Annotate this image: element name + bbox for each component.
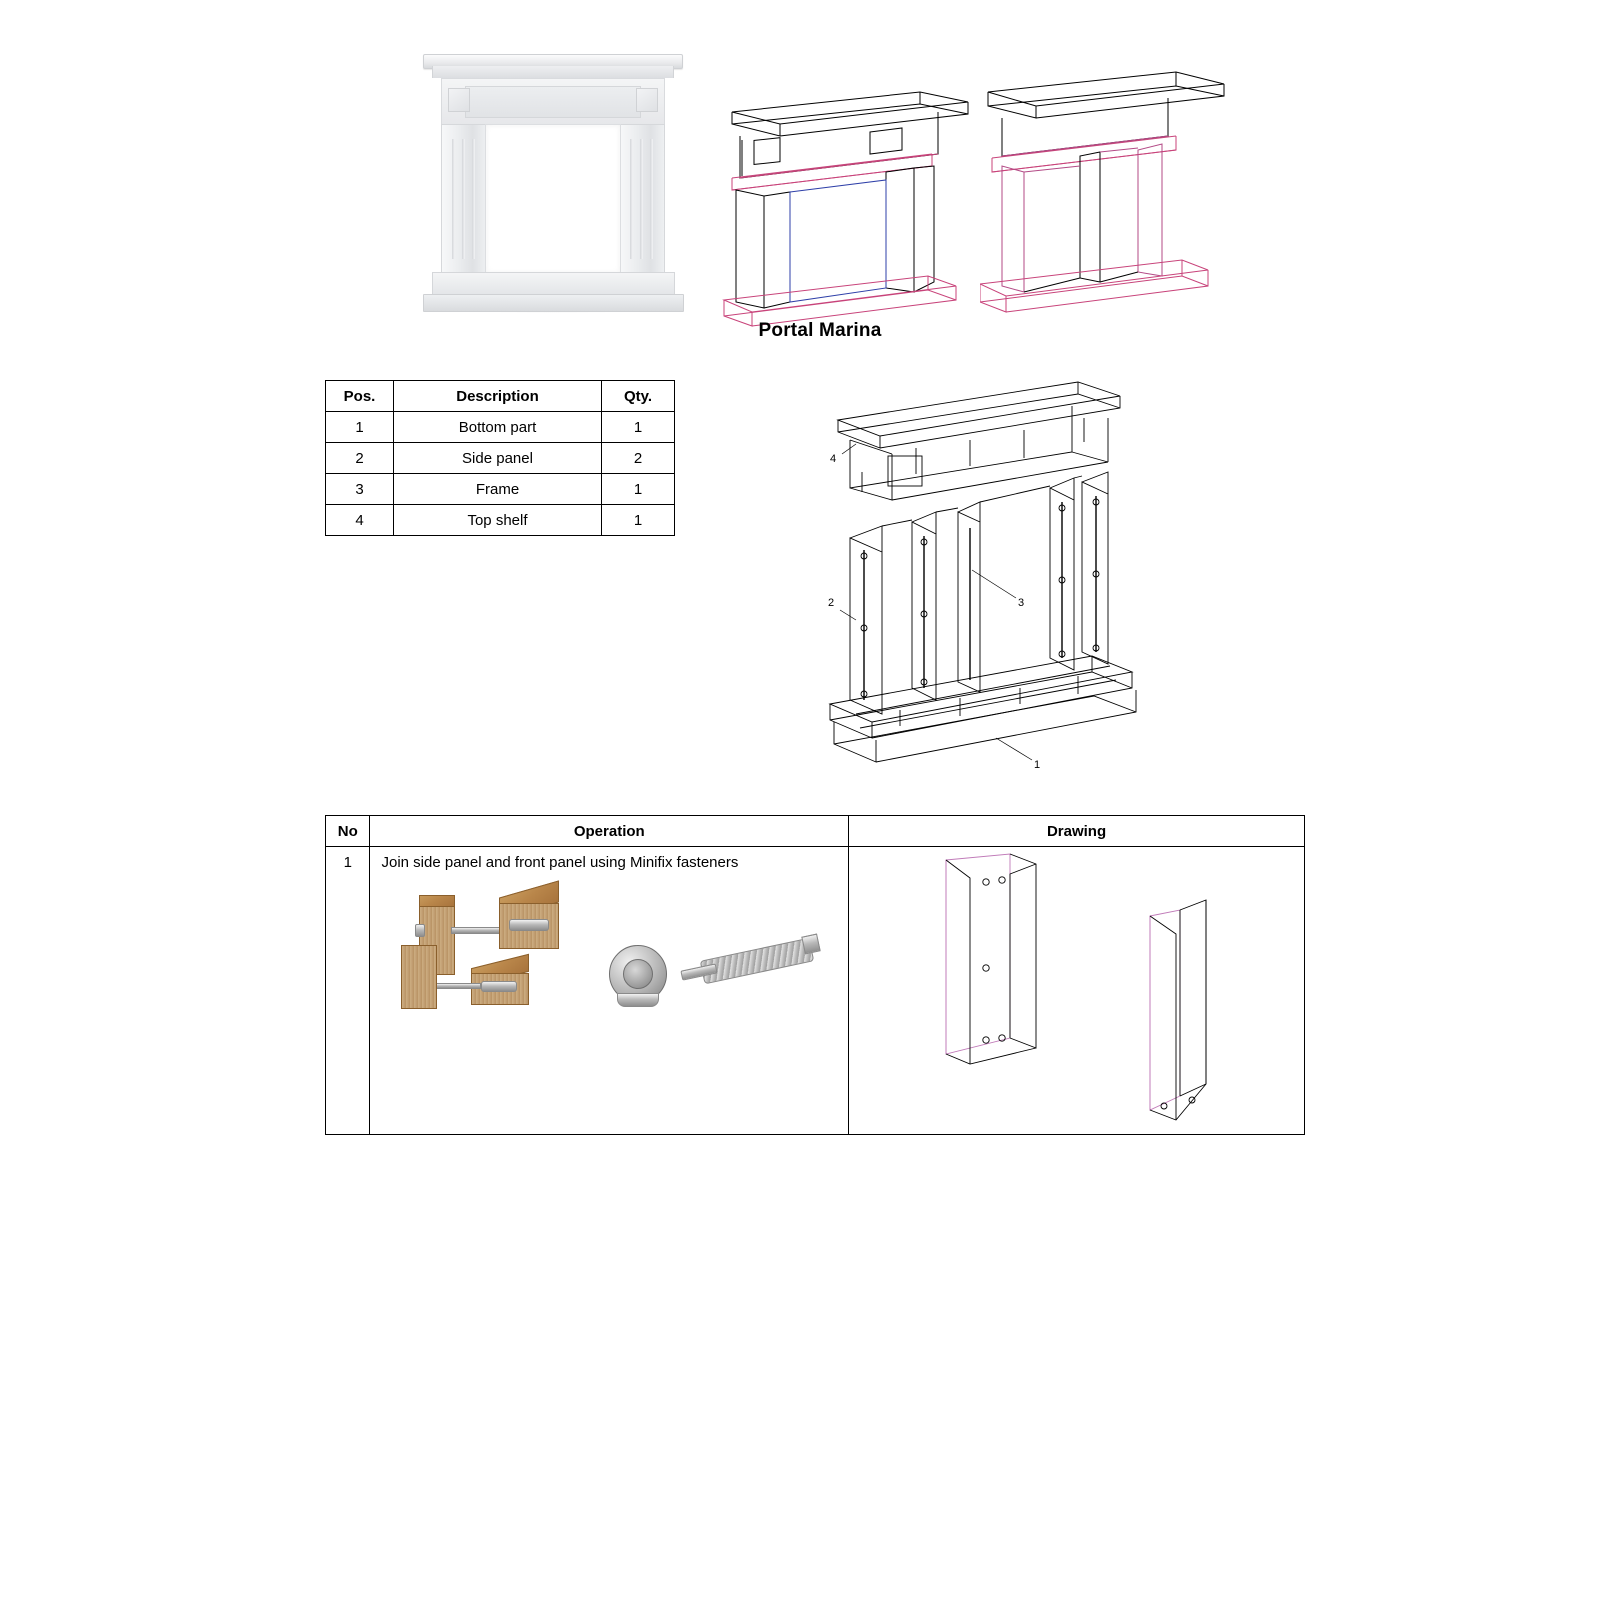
flute-line [630, 139, 633, 259]
part-pos: 2 [326, 443, 394, 474]
operation-text: Join side panel and front panel using Minifix fasteners [381, 854, 739, 871]
exploded-assembly-diagram [820, 370, 1240, 790]
flute-line [472, 139, 475, 259]
part-pos: 3 [326, 474, 394, 505]
page-title: Portal Marina [758, 320, 882, 341]
table-row [326, 443, 675, 474]
operations-header-no: No [326, 816, 370, 847]
part-pos: 1 [326, 412, 394, 443]
mantel-base [423, 294, 684, 312]
operation-description-cell [370, 847, 849, 1135]
part-description: Top shelf [394, 505, 602, 536]
cad-rear-isometric-drawing [980, 40, 1230, 330]
part-qty: 2 [602, 443, 675, 474]
part-qty: 1 [602, 505, 675, 536]
callout-3: 3 [1018, 597, 1025, 609]
mantel-plinth [432, 272, 675, 296]
part-pos: 4 [326, 505, 394, 536]
bolt-shaft-lower [433, 983, 481, 989]
mantel-cornice [432, 66, 674, 78]
parts-header-qty: Qty. [602, 381, 675, 412]
part-description: Side panel [394, 443, 602, 474]
dowel-head [802, 934, 821, 955]
minifix-bolt-head [415, 924, 425, 937]
table-row [326, 474, 675, 505]
mantel-left-column [441, 124, 487, 274]
operation-number-cell [326, 847, 370, 1135]
flute-line [640, 139, 643, 259]
callout-2: 2 [828, 597, 835, 609]
wood-board-lower-end [401, 945, 437, 1009]
callout-4: 4 [830, 453, 837, 465]
mantel-right-square-block [636, 88, 658, 112]
operation-drawing-cell [849, 847, 1305, 1135]
flute-line [650, 139, 653, 259]
mantel-left-square-block [448, 88, 470, 112]
table-row [326, 847, 1305, 1135]
parts-list-table [325, 380, 675, 536]
parts-header-pos: Pos. [326, 381, 394, 412]
mantel-frieze-panel [465, 86, 641, 118]
flute-line [452, 139, 455, 259]
operations-header-operation: Operation [370, 816, 849, 847]
cad-front-isometric-drawing [720, 50, 980, 330]
parts-table-header-row [326, 381, 675, 412]
parts-header-description: Description [394, 381, 602, 412]
operations-header-drawing: Drawing [849, 816, 1305, 847]
part-description: Bottom part [394, 412, 602, 443]
callout-1: 1 [1034, 759, 1041, 771]
hardware-illustrations [371, 883, 847, 1053]
table-row [326, 412, 675, 443]
product-photo [420, 52, 685, 317]
operations-table [325, 815, 1305, 1135]
part-qty: 1 [602, 474, 675, 505]
part-qty: 1 [602, 412, 675, 443]
dowel-threaded-body [700, 938, 815, 985]
side-panel-front-panel-drawing [850, 848, 1300, 1128]
wood-board-top [419, 895, 455, 907]
flute-line [462, 139, 465, 259]
operation-number: 1 [343, 854, 352, 871]
mantel-firebox-opening [485, 124, 621, 274]
table-row [326, 505, 675, 536]
product-image-row [420, 30, 1220, 320]
part-description: Frame [394, 474, 602, 505]
cam-disc-rim [617, 993, 659, 1007]
cam-lock-in-wood [509, 919, 549, 931]
minifix-bolt-shaft [451, 927, 505, 934]
operations-header-row [326, 816, 1305, 847]
cam-lock-in-block [481, 981, 517, 992]
mantel-right-column [619, 124, 665, 274]
